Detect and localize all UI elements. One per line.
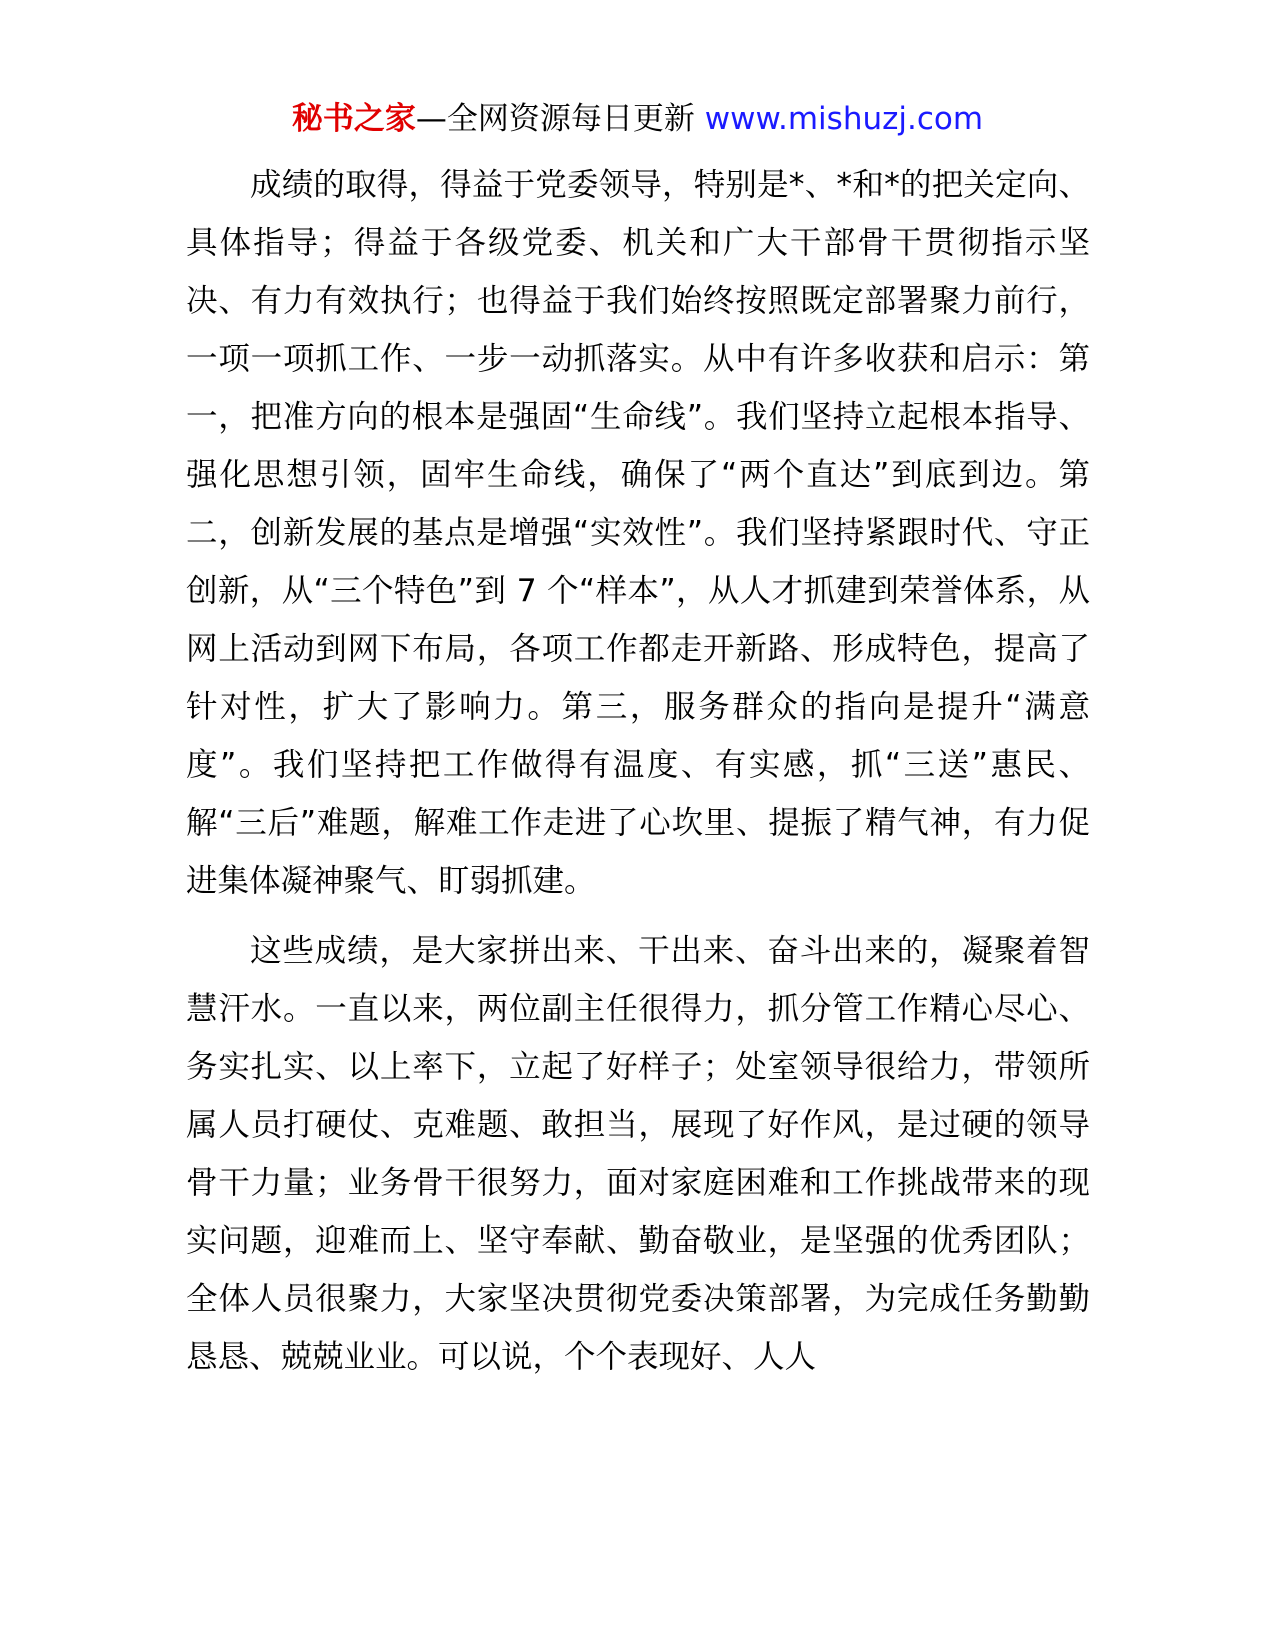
page-header [0,98,1275,140]
brand-name: 秘书之家 [291,101,416,137]
paragraph-1: 成绩的取得，得益于党委领导，特别是*、*和*的把关定向、具体指导；得益于各级党委、机关和广大干部骨干贯彻指示坚决、有力有效执行；也得益于我们始终按照既定部署聚力前行，一项一项抓工作、一步一动抓落实。从中有许多收获和启示：第一，把准方向的根本是强固“生命线”。我们坚持立起根本指导、强化思想引领，固牢生命线，确保了“两个直达”到底到边。第二，创新发展的基点是增强“实效性”。我们坚持紧跟时代、守正创新，从“三个特色”到 7 个“样本”，从人才抓建到荣誉体系，从网上活动到网下布局，各项工作都走开新路、形成特色，提高了针对性，扩大了影响力。第三，服务群众的指向是提升“满意度”。我们坚持把工作做得有温度、有实感，抓“三送”惠民、解“三后”难题，解难工作走进了心坎里、提振了精气神，有力促进集体凝神聚气、盯弱抓建。 [186,167,1090,899]
header-tagline: —全网资源每日更新 [415,101,705,137]
website-link[interactable]: www.mishuzj.com [704,101,984,137]
paragraph-2: 这些成绩，是大家拼出来、干出来、奋斗出来的，凝聚着智慧汗水。一直以来，两位副主任很得力，抓分管工作精心尽心、务实扎实、以上率下，立起了好样子；处室领导很给力，带领所属人员打硬仗、克难题、敢担当，展现了好作风，是过硬的领导骨干力量；业务骨干很努力，面对家庭困难和工作挑战带来的现实问题，迎难而上、坚守奉献、勤奋敬业，是坚强的优秀团队；全体人员很聚力，大家坚决贯彻党委决策部署，为完成任务勤勤恳恳、兢兢业业。可以说，个个表现好、人人 [186,933,1090,1375]
document-body [186,156,1090,1386]
